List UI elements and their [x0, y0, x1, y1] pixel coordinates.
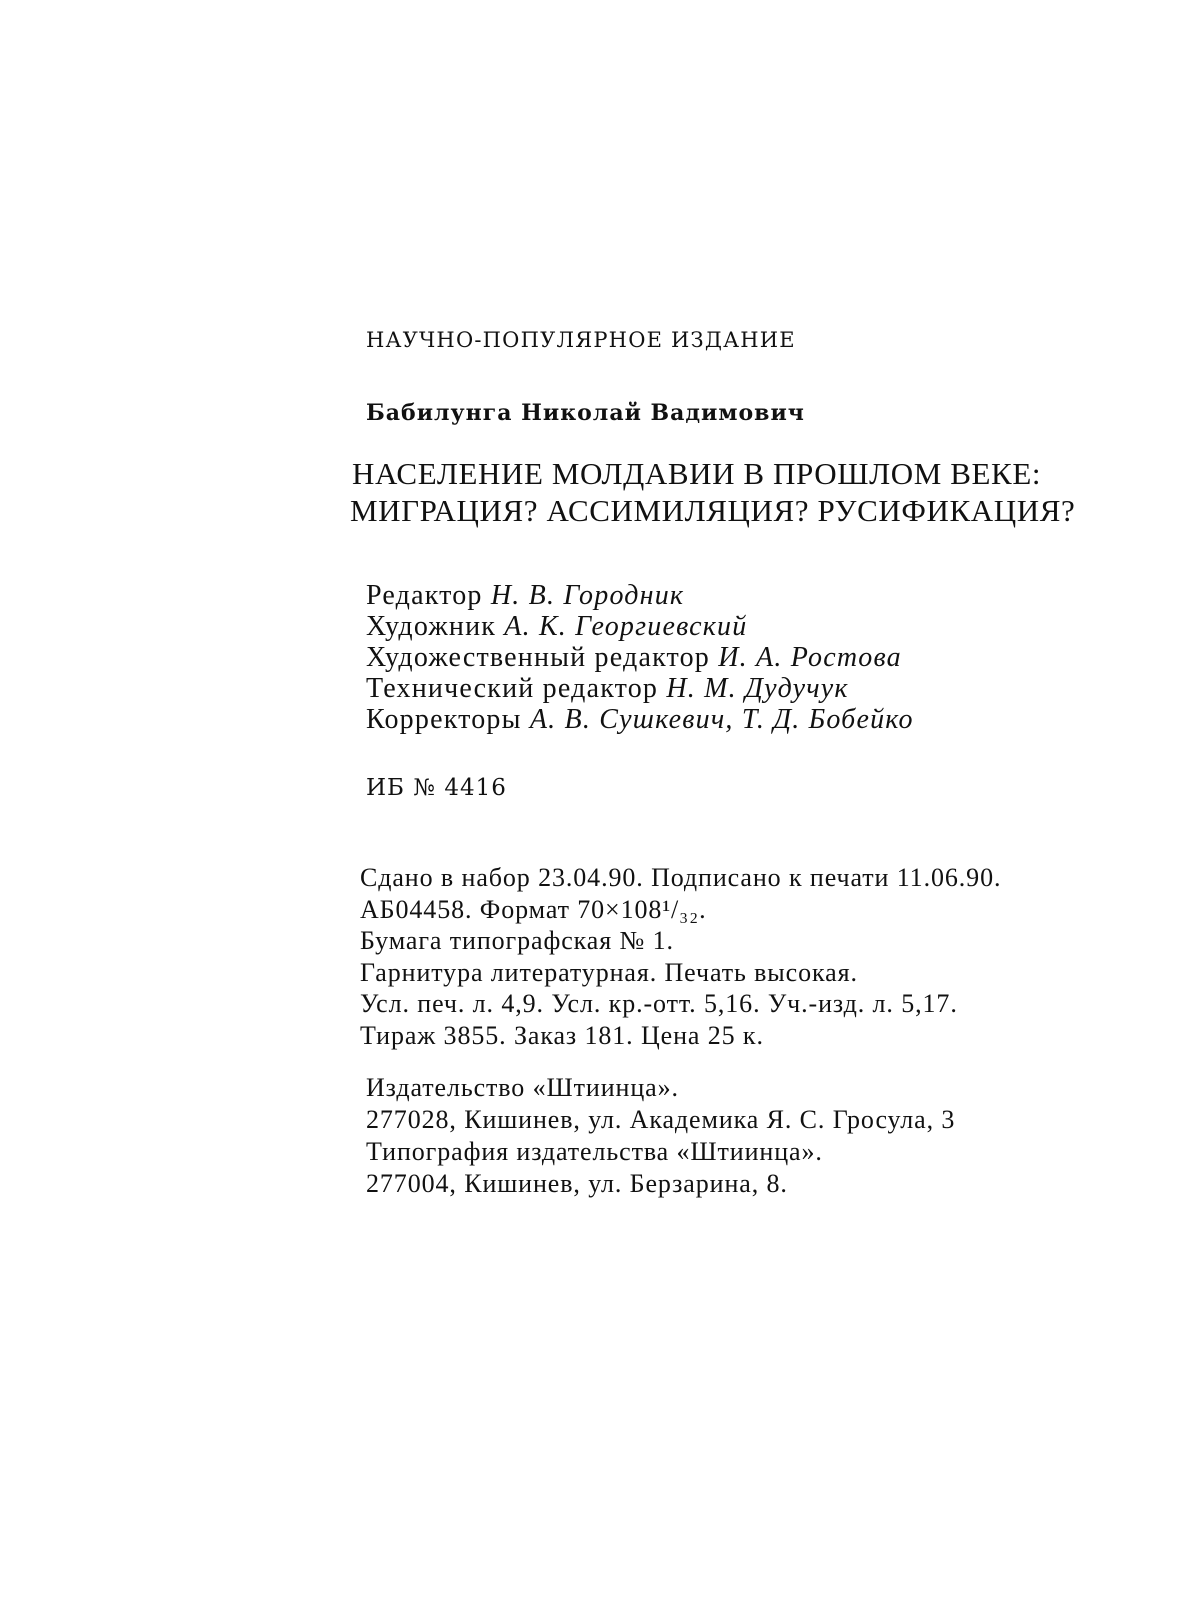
credit-role: Редактор	[366, 580, 483, 611]
publisher-line: Издательство «Штиинца».	[366, 1073, 679, 1102]
book-title-line-2: МИГРАЦИЯ? АССИМИЛЯЦИЯ? РУСИФИКАЦИЯ?	[350, 493, 1076, 528]
credits-list	[366, 580, 914, 735]
credit-role: Художник	[366, 611, 497, 642]
author-name: Бабилунга Николай Вадимович	[366, 400, 805, 426]
book-title	[352, 455, 1075, 529]
credit-person: Н. М. Дудучук	[666, 673, 849, 704]
credit-person: А. В. Сушкевич, Т. Д. Бобейко	[529, 704, 914, 735]
credit-proofreaders	[366, 704, 914, 735]
credit-artist	[366, 611, 914, 642]
publisher-line: 277004, Кишинев, ул. Берзарина, 8.	[366, 1169, 788, 1198]
print-data-line: Сдано в набор 23.04.90. Подписано к печати 11.06.90.	[360, 863, 1002, 892]
series-label: НАУЧНО-ПОПУЛЯРНОЕ ИЗДАНИЕ	[366, 328, 796, 352]
print-data-line: АБ04458. Формат 70×108¹/₃₂.	[360, 894, 707, 924]
print-data-block	[360, 862, 1001, 1051]
credit-role: Технический редактор	[366, 673, 659, 704]
publisher-line: Типография издательства «Штиинца».	[366, 1137, 823, 1166]
credit-editor	[366, 580, 914, 611]
ib-number: ИБ № 4416	[366, 775, 507, 801]
credit-technical-editor	[366, 673, 914, 704]
publisher-block	[366, 1072, 955, 1200]
print-data-line: Усл. печ. л. 4,9. Усл. кр.-отт. 5,16. Уч.-изд. л. 5,17.	[360, 989, 958, 1018]
print-data-line: Тираж 3855. Заказ 181. Цена 25 к.	[360, 1020, 764, 1050]
book-title-line-1: НАСЕЛЕНИЕ МОЛДАВИИ В ПРОШЛОМ ВЕКЕ:	[352, 456, 1042, 491]
publisher-line: 277028, Кишинев, ул. Академика Я. С. Гросула, 3	[366, 1105, 956, 1134]
print-data-line: Бумага типографская № 1.	[360, 926, 674, 955]
credit-person: И. А. Ростова	[718, 642, 902, 673]
print-data-line: Гарнитура литературная. Печать высокая.	[360, 957, 858, 987]
credit-person: А. К. Георгиевский	[504, 611, 748, 642]
credit-role: Корректоры	[366, 704, 522, 735]
credit-art-editor	[366, 642, 914, 673]
credit-role: Художественный редактор	[366, 642, 710, 673]
credit-person: Н. В. Городник	[490, 580, 685, 611]
